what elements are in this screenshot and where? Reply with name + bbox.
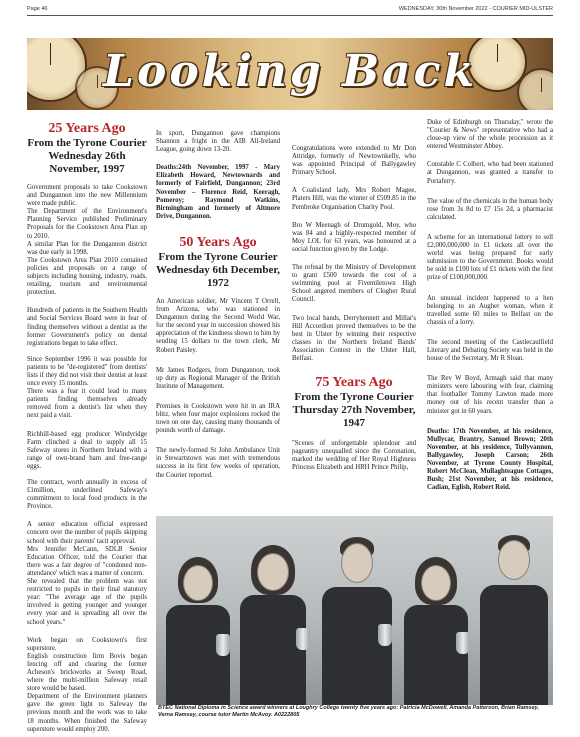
paragraph: English construction firm Bovis began fencing off and clearing the former Acheson's brickworks at Sweep Road, where the multi-million Safeway retail store would be based. <box>27 652 147 693</box>
paragraph: Bro W Meenagh of Drumgold, Moy, who was 84 and a highly-respected member of Moy LOL for 63 years, was honoured at a social function given by the Lodge. <box>292 221 416 253</box>
page-number: Page 46 <box>27 6 48 12</box>
paragraph: "Scenes of unforgettable splendour and pageantry unequalled since the Coronation, marked the wedding of Her Royal Highness Princess Elizabeth and HRH Prince Philip, <box>292 440 416 472</box>
section-year: 75 Years Ago <box>315 375 393 391</box>
deaths-notice: Deaths:24th November, 1997 - Mary Elizabeth Howard, Newtownards and formerly of Fairfield, Dungannon; 23rd November – Florence Reid, Keeragh, Pomeroy; Raymond Watkins, Birmingham and formerly of Altmore Drive, Dungannon. <box>156 164 280 220</box>
deaths-notice: Deaths: 17th November, at his residence, Mullycar, Brantry, Samuel Brown; 20th November, at his residence, Tullyvannon, Ballygawley, Joseph Carson; 26th November, at Tyrone County Hospital, Robert McClean, Mullaghteague Cottages, Bush; 21st November, at his residence, Cadian, Eglish, Robert Reid. <box>427 427 553 492</box>
photo-person <box>404 555 468 705</box>
paragraph: The newly-formed St John Ambulance Unit in Stewartstown was met with tremendous success in its first few weeks of operation, the Courier reported. <box>156 447 280 479</box>
section-heading-50-years <box>156 235 280 290</box>
paragraph: The contract, worth annually in excess of £1million, underlined Safeway's commitment to local food products in the Province. <box>27 479 147 511</box>
section-heading-25-years <box>27 121 147 176</box>
paragraph: The refusal by the Ministry of Development to grant £500 towards the cost of a swimming pool at Fivemiletown High School angered members of Clogher Rural Council. <box>292 264 416 304</box>
photo-person <box>480 535 548 705</box>
section-year: 50 Years Ago <box>179 234 257 250</box>
looking-back-banner <box>27 38 553 110</box>
paragraph: Premises in Cookstown were hit in an IRA blitz, when four major explosions rocked the town on one day, causing many thousands of pounds worth of damage. <box>156 402 280 435</box>
paragraph: Mrs Jennifer McCann, SDLB Senior Education Officer, told the Courier that there was a fair degree of "condoned non-attendance' which was a matter of concern. <box>27 545 147 577</box>
paragraph: The Department of the Environment's Planning Service published Preliminary Proposals for the Cookstown Area Plan up to 2010. <box>27 208 147 240</box>
paragraph: Two local bands, Derryhennett and Millar's Hill Accordion proved themselves to be the best in Ulster by winning their respective classes in the Northern Ireland Bands' Association Contest in the Ulster Hall, Belfast. <box>292 314 416 362</box>
section-year: 25 Years Ago <box>48 121 126 136</box>
photo-person <box>240 545 306 705</box>
paragraph: The Rev W Boyd, Armagh said that many ministers were labouring with fear, claiming that footballer Tommy Lawton made more money out of his recent transfer than a minister got in 60 years. <box>427 375 553 415</box>
paragraph: Richhill-based egg producer Windyridge Farm clinched a deal to supply all 15 Safeway stores in Northern Ireland with a range of own-brand barn and free-range eggs. <box>27 430 147 470</box>
section-heading-75-years <box>292 375 416 430</box>
paragraph: The second meeting of the Castlecaulfield Literary and Debating Society was held in the house of the Secretary, Mr R Sloan. <box>427 338 553 363</box>
trophy <box>378 624 392 646</box>
trophy <box>456 632 470 654</box>
page-date-header: WEDNESDAY, 30th November 2022 - COURIER MID-ULSTER <box>398 6 553 12</box>
paragraph: An American soldier, Mr Vincent T Orrell, from Arizona, who was stationed in Dungannon during the Second World War, for the second year in succession showed his appreciation of the kindness shown to him by sending 15 dollars to the town clerk, Mr Robert Paisley. <box>156 297 280 354</box>
column-25-years <box>27 121 147 734</box>
paragraph: There was a fear it could lead to many patients finding themselves already removed from a dentist's list when they next paid a visit. <box>27 388 147 420</box>
paragraph: A similar Plan for the Dungannon district was due early in 1998. <box>27 240 147 256</box>
paragraph: The Cookstown Area Plan 2010 contained policies and proposals on a range of subjects including housing, industry, roads, retailing, tourism and environmental protection. <box>27 256 147 297</box>
photo-person <box>166 555 230 705</box>
section-source: From the Tyrone Courier <box>158 250 278 263</box>
paragraph: A Coalisland lady, Mrs Robert Magee, Platers Hill, was the winner of £509.85 in the Pembroke Organisation Charity Pool. <box>292 187 416 211</box>
paragraph: An unusual incident happened to a hen belonging to an Augher woman, when it travelled some 60 miles to Belfast on the chassis of a lorry. <box>427 294 553 326</box>
paragraph: Department of the Environment planners gave the green light to Safeway the previous month and the work was to take 18 months. When finished the Safeway superstore would employ 200. <box>27 693 147 733</box>
paragraph: A senior education official expressed concern over the number of pupils skipping school with their parents' tacit approval. <box>27 521 147 545</box>
paragraph: Congratulations were extended to Mr Don Attridge, formerly of Newtownkelly, who was appointed Principal of Ballygawley Primary School. <box>292 145 416 177</box>
paragraph-group <box>27 184 147 297</box>
photo-person <box>322 537 392 705</box>
column-75-years <box>292 145 416 480</box>
trophy <box>216 634 230 656</box>
paragraph: Mr James Rodgers, from Dungannon, took up duty as Regional Manager of the British Institute of Management. <box>156 366 280 390</box>
column-50-years <box>156 130 280 488</box>
photo-caption: BTEC National Diploma in Science award winners at Loughry College twenty five years ago: Patricia McDowell, Amanda Patterson, Brian Ramsey, Verna Ramsey, course tutor Martin McAvoy. A0222805 <box>158 705 540 718</box>
paragraph: A scheme for an international lottery to sell £2,000,000,000 in £1 tickets all over the world was being prepared for early submission to the Government. Books would be sold in £100 lots of £1 tickets with the first prize of £100,000,000. <box>427 233 553 282</box>
paragraph: She revealed that the problem was not restricted to pupils in their final statutory year: "The average age of the pupils involved is getting younger and younger every year and is spreading all over the school years." <box>27 578 147 626</box>
paragraph: Hundreds of patients in the Southern Health and Social Services Board were in fear of finding themselves without a dentist as the former Government's policy on dental registrations began to take effect. <box>27 307 147 347</box>
paragraph: The value of the chemicals in the human body rose from 3s 8d to £7 15s 2d, a pharmacist calculated. <box>427 197 553 221</box>
paragraph: Since September 1996 it was possible for patients to be "de-registered" from dentists' lists if they did not visit their dentist at least once every 15 months. <box>27 355 147 388</box>
section-date: Wednesday 6th December, 1972 <box>156 263 280 289</box>
banner-title: Looking Back <box>103 46 477 97</box>
paragraph: Duke of Edinburgh on Thursday," wrote the "Courier & News" representative who had a close-up view of the whole procession as it entered Westminster Abbey. <box>427 119 553 151</box>
trophy <box>296 628 310 650</box>
section-date: Thursday 27th November, 1947 <box>292 404 416 430</box>
paragraph: In sport, Dungannon gave champions Shannon a fright in the AIB All-Ireland League, going down 13-20. <box>156 130 280 154</box>
paragraph: Work began on Cookstown's first superstore. <box>27 636 147 652</box>
paragraph: Government proposals to take Cookstown and Dungannon into the new Millennium were made public. <box>27 184 147 208</box>
header-rule <box>27 15 553 16</box>
section-date: Wednesday 26th November, 1997 <box>48 150 126 175</box>
section-source: From the Tyrone Courier <box>27 137 147 149</box>
paragraph: Constable C Colbert, who had been stationed at Dungannon, was granted a transfer to Portaferry. <box>427 161 553 185</box>
award-winners-photo <box>156 516 553 705</box>
section-source: From the Tyrone Courier <box>294 391 414 404</box>
column-75-years-continued <box>427 119 553 500</box>
